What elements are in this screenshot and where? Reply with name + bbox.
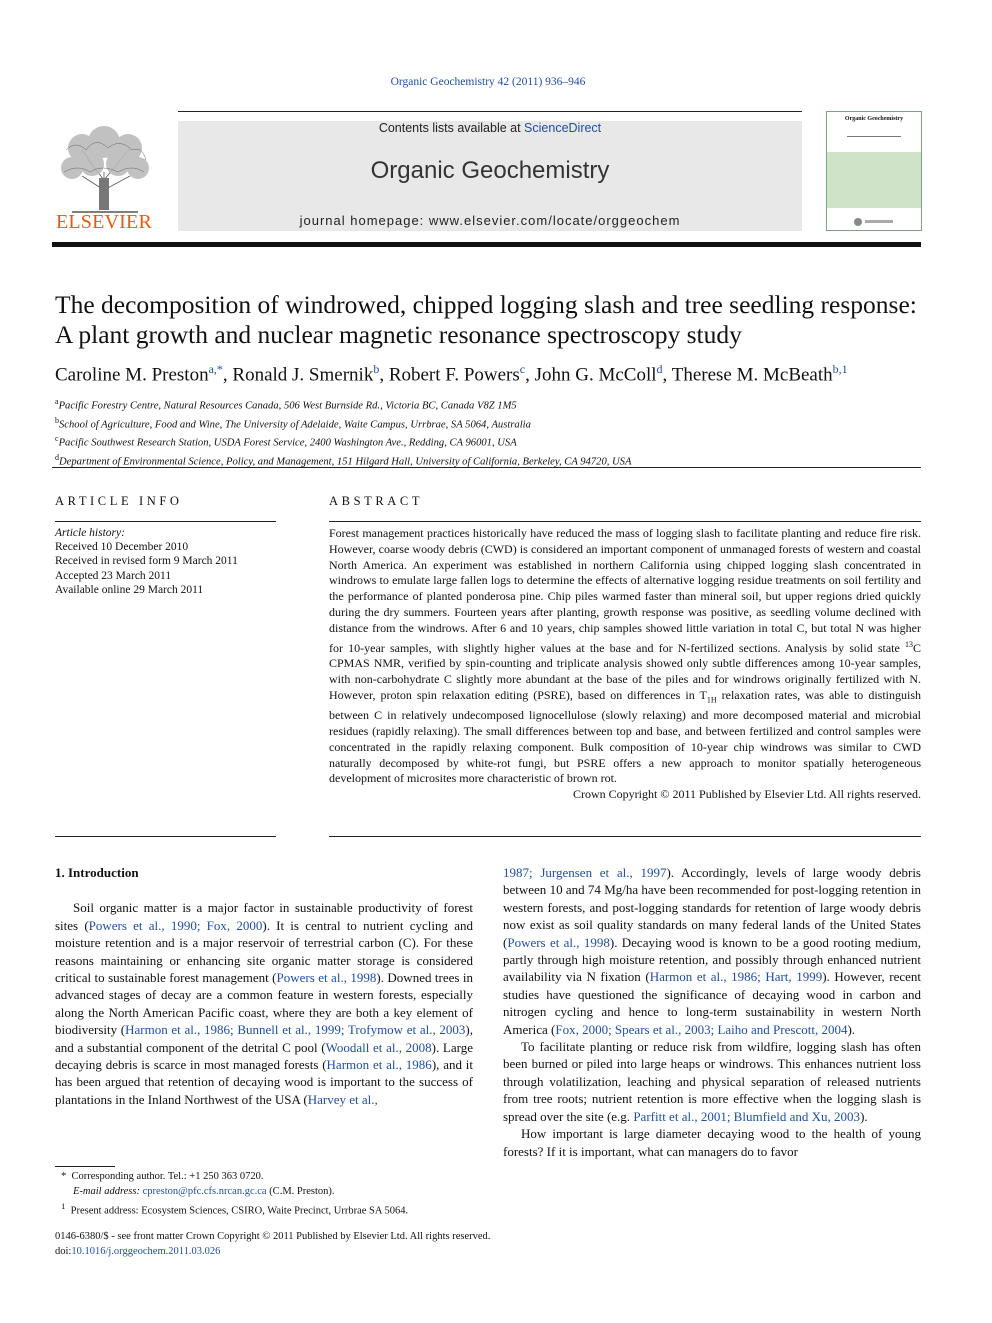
author-affil-mark[interactable]: a,* [208, 362, 223, 376]
asterisk-mark: * [61, 1171, 72, 1182]
affiliation [55, 395, 935, 414]
affil-text: School of Agriculture, Food and Wine, The University of Adelaide, Waite Campus, Urrbrae, SA 5064, Australia [59, 419, 531, 431]
section-heading: 1. Introduction [55, 865, 139, 880]
author-sep: , [379, 364, 389, 386]
history-entry: Accepted 23 March 2011 [55, 569, 172, 582]
article-info-heading: ARTICLE INFO [55, 494, 183, 508]
citation-link[interactable]: Powers et al., 1990; Fox, 2000 [88, 917, 263, 933]
affil-text: Pacific Forestry Centre, Natural Resources Canada, 506 West Burnside Rd., Victoria BC, Canada V8Z 1M5 [58, 400, 517, 412]
email-suffix: (C.M. Preston). [266, 1185, 335, 1197]
body-text: ). It is central to nutrient cycling and moisture retention and is a major reservoir of terrestrial carbon (C). For these reasons maintaining or enhancing site organic matter storage is considered critical to sustainable forest management ( [55, 917, 473, 986]
corresponding-author-note [55, 1170, 475, 1185]
citation-link[interactable]: Fox, 2000; Spears et al., 2003; Laiho and Prescott, 2004 [555, 1021, 848, 1037]
cover-rule [847, 136, 901, 137]
citation-link[interactable]: Harmon et al., 1986; Bunnell et al., 1999; Trofymow et al., 2003 [125, 1022, 466, 1038]
body-text: ). [860, 1108, 868, 1124]
cover-green-panel [827, 152, 921, 208]
citation-link[interactable]: Harmon et al., 1986; Hart, 1999 [649, 969, 823, 985]
affiliation [55, 414, 935, 433]
footnote-text: Present address: Ecosystem Sciences, CSIRO, Waite Precinct, Urrbrae SA 5064. [70, 1205, 409, 1217]
author-affil-mark[interactable]: c [519, 362, 526, 376]
body-text: ), and a substantial component of the detrital C pool ( [55, 1022, 473, 1055]
article-history [55, 526, 276, 597]
author-name: Ronald J. Smernik [232, 364, 374, 386]
body-text: ). [847, 1021, 856, 1037]
header-rule [178, 111, 802, 112]
body-text: ), and it has been argued that retention of decaying wood is important to the success of plantations in the Inland Northwest of the USA ( [55, 1057, 473, 1107]
author-name: Robert F. Powers [388, 364, 520, 386]
body-text: ). However, recent studies have questioned the significance of decaying wood in carbon and nitrogen cycling and hence to long-term sustainability in western North America ( [503, 969, 922, 1037]
affil-key: b [55, 415, 59, 425]
affil-key: d [55, 453, 59, 463]
page-footer [55, 1230, 655, 1259]
homepage-prefix: journal homepage: [299, 213, 429, 228]
cover-title: Organic Geochemistry [844, 116, 904, 122]
citation-link[interactable]: Harmon et al., 1986 [326, 1057, 432, 1073]
citation-link[interactable]: 1987; Jurgensen et al., 1997 [503, 865, 667, 880]
journal-cover-thumbnail[interactable] [826, 111, 922, 231]
citation-link[interactable]: Powers et al., 1998 [276, 970, 377, 986]
footnote-text: Corresponding author. Tel.: +1 250 363 0720. [71, 1171, 264, 1182]
author-name: John G. McColl [534, 364, 657, 386]
abstract-heading: ABSTRACT [329, 494, 424, 508]
header-thick-rule [52, 242, 921, 247]
body-text: ). Decaying wood is known to be a good rooting medium, partly through high moisture retention, and possibly through enhanced nutrient availability via N fixation ( [503, 934, 921, 985]
abstract-rule [329, 521, 921, 522]
email-label: E-mail address: [73, 1185, 143, 1197]
affiliation-rule [52, 467, 921, 468]
contents-prefix: Contents lists available at [378, 121, 525, 135]
author-sep: , [222, 364, 233, 386]
abstract-text: Forest management practices historically have reduced the mass of logging slash to facilitate planting and reduce fire risk. However, coarse woody debris (CWD) is considered an important component of unmanaged forests of western and coastal North America. An experiment was established in northern California using chipped logging slash concentrated in windrows to emulate large fallen logs to determine the effects of alternative logging residue treatments on soil fertility and the performance of planted ponderosa pine. Chip piles warmed faster than mineral soil, but upper regions dried quickly during the dry summers. Fourteen years after planting, growth response was positive, as seedling volume declined with distance from the windrows. After 6 and 10 years, chip samples showed little variation in total C, but total N was higher for 10-year samples, with slightly higher values at the base and for N-fertilized sections. Analysis by solid state [329, 526, 921, 655]
body-text: Soil organic matter is a major factor in sustainable productivity of forest sites ( [55, 900, 473, 933]
elsevier-wordmark: ELSEVIER [55, 211, 153, 233]
intro-paragraph [503, 864, 921, 1038]
author-name: Caroline M. Preston [55, 364, 209, 386]
body-text: To facilitate planting or reduce risk from wildfire, logging slash has often been burned or piled into large heaps or windrows. This enhances nutrient loss through volatilization, leaching and physical separation of released nutrients from tree roots; nutrient retention is more effective when the logging slash is spread over the site (e.g. [503, 1039, 921, 1124]
journal-homepage [178, 213, 802, 228]
citation-link[interactable]: Powers et al., 1998 [507, 934, 610, 950]
doi-link[interactable]: 10.1016/j.orggeochem.2011.03.026 [71, 1245, 221, 1257]
history-entry: Available online 29 March 2011 [55, 583, 204, 596]
email-link[interactable]: cpreston@pfc.cfs.nrcan.gc.ca [142, 1185, 267, 1197]
article-info-bottom-rule [55, 836, 276, 837]
footnote-mark-1: 1 [61, 1201, 66, 1211]
footnote-rule [55, 1166, 115, 1167]
author-list [55, 362, 935, 386]
journal-citation[interactable]: Organic Geochemistry 42 (2011) 936–946 [390, 76, 586, 88]
cover-publisher-mark [853, 214, 895, 224]
footnotes [55, 1170, 475, 1219]
history-entry: Received in revised form 9 March 2011 [55, 555, 238, 568]
title-line-1: The decomposition of windrowed, chipped logging slash and tree seedling response: [55, 290, 917, 319]
homepage-url[interactable]: www.elsevier.com/locate/orggeochem [428, 213, 681, 228]
affil-key: a [55, 397, 59, 406]
citation-link[interactable]: Harvey et al., [307, 1091, 378, 1107]
abstract-text: relaxation rates, was able to distinguish between C in relatively undecomposed lignocellulose (slowly relaxing) and more decomposed material and microbial residues (rapidly relaxing). The small differences between top and base, and between fertilized and control samples were concentrated in the rapidly relaxing component. Bulk composition of 10-year chip windrows was similar to CWD naturally decomposed by white-rot fungi, but PSRE offers a new approach to monitor spatially heterogeneous development of microsites more characteristic of brown rot. [329, 687, 921, 786]
history-label: Article history: [55, 527, 125, 539]
intro-paragraph: How important is large diameter decaying wood to the health of young forests? If it is important, what can managers do to favor [503, 1126, 921, 1159]
history-entry: Received 10 December 2010 [55, 541, 189, 554]
citation-link[interactable]: Parfitt et al., 2001; Blumfield and Xu, 2003 [633, 1108, 861, 1124]
doi-line [55, 1245, 655, 1260]
abstract-bottom-rule [329, 836, 921, 837]
affil-key: c [55, 434, 59, 444]
doi-label: doi: [55, 1245, 72, 1257]
abstract-superscript: 13 [904, 639, 913, 649]
issn-line: 0146-6380/$ - see front matter Crown Copyright © 2011 Published by Elsevier Ltd. All rights reserved. [55, 1231, 491, 1242]
body-text: ). Accordingly, levels of large woody debris between 10 and 74 Mg/ha have been recommended for post-logging retention in western forests, and post-logging standards for retention of large woody debris now exist as soil quality standards on many federal lands of the United States ( [503, 865, 921, 950]
affiliation [55, 432, 935, 451]
journal-name: Organic Geochemistry [370, 157, 610, 184]
abstract-copyright: Crown Copyright © 2011 Published by Elsevier Ltd. All rights reserved. [573, 787, 921, 802]
intro-paragraph [55, 899, 473, 1108]
email-note [55, 1185, 475, 1200]
abstract-body [329, 526, 921, 803]
author-name: Therese M. McBeath [671, 364, 833, 386]
abstract-subscript: 1H [706, 695, 717, 705]
affil-text: Pacific Southwest Research Station, USDA Forest Service, 2400 Washington Ave., Redding, CA 96001, USA [58, 438, 517, 449]
title-line-2: A plant growth and nuclear magnetic resonance spectroscopy study [55, 320, 742, 349]
body-text: ). Large decaying debris is scarce in most managed forests ( [55, 1039, 473, 1073]
article-info-rule [55, 521, 276, 522]
author-affil-mark[interactable]: b,1 [832, 362, 848, 376]
author-sep: , [662, 364, 672, 386]
contents-line [178, 121, 802, 135]
author-affil-mark[interactable]: d [656, 362, 663, 376]
sciencedirect-link[interactable]: ScienceDirect [524, 121, 602, 135]
affil-text: Department of Environmental Science, Policy, and Management, 151 Hilgard Hall, University of California, Berkeley, CA 94720, USA [59, 456, 632, 468]
present-address-note [55, 1199, 475, 1219]
body-text: ). Downed trees in advanced stages of decay are a common feature in western forests, especially along the North American Pacific coast, where they are both a key element of biodiversity ( [55, 970, 473, 1038]
intro-paragraph [503, 1038, 921, 1125]
body-column-right [503, 864, 921, 1160]
abstract-text: C CPMAS NMR, verified by spin-counting and triplicate analysis showed only subtle differences among 10-year samples, with non-carbohydrate C slightly more abundant at the base of the piles and for windrows originally fertilized with N. However, proton spin relaxation editing (PSRE), based on differences in T [329, 640, 921, 702]
body-column-left [55, 864, 473, 1108]
journal-banner [178, 121, 802, 231]
author-affil-mark[interactable]: b [373, 362, 380, 376]
citation-link[interactable]: Woodall et al., 2008 [325, 1039, 432, 1055]
affiliations [55, 395, 935, 470]
article-title [55, 290, 935, 350]
author-sep: , [525, 364, 535, 386]
